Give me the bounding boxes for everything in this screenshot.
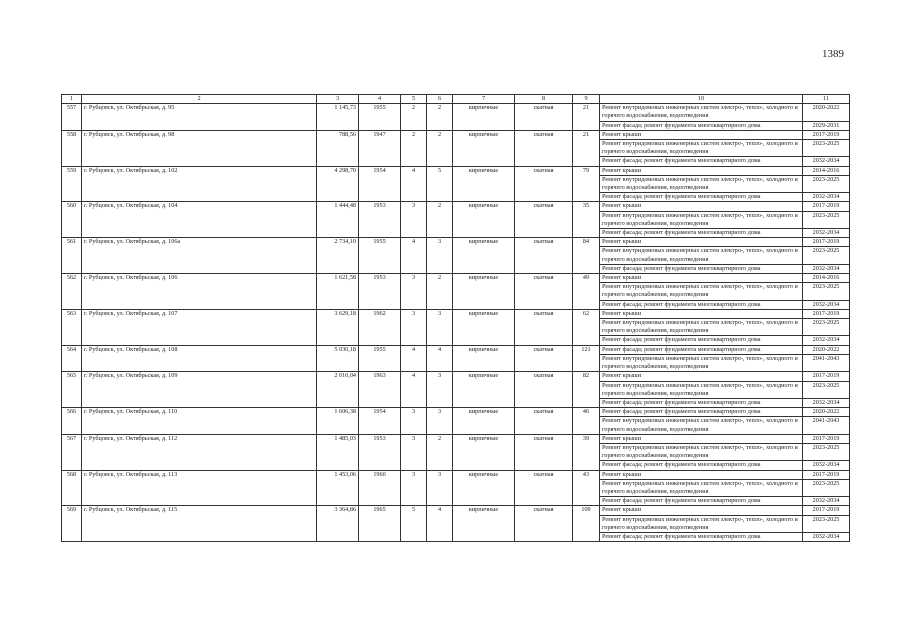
flats-cell: 43 — [573, 470, 600, 506]
table-row — [62, 434, 850, 443]
floors-cell: 2 — [401, 104, 427, 131]
wall-material-cell: кирпичные — [453, 470, 515, 506]
work-type-cell: Ремонт фасада; ремонт фундамента многоквартирного дома — [600, 461, 803, 470]
entrances-cell: 4 — [427, 506, 453, 542]
area-cell: 1 621,58 — [317, 274, 359, 310]
wall-material-cell: кирпичные — [453, 166, 515, 202]
table-row — [62, 166, 850, 175]
column-number-row — [62, 95, 850, 104]
wall-material-cell: кирпичные — [453, 408, 515, 435]
roof-type-cell: скатная — [515, 408, 573, 435]
flats-cell: 109 — [573, 506, 600, 542]
column-header: 8 — [515, 95, 573, 104]
address-cell: г. Рубцовск, ул. Октябрьская, д. 104 — [82, 202, 317, 238]
flats-cell: 82 — [573, 372, 600, 408]
wall-material-cell: кирпичные — [453, 130, 515, 166]
year-cell: 1947 — [359, 130, 401, 166]
work-period-cell: 2032-2034 — [803, 229, 850, 238]
year-cell: 1960 — [359, 470, 401, 506]
work-type-cell: Ремонт крыши — [600, 434, 803, 443]
address-cell: г. Рубцовск, ул. Октябрьская, д. 98 — [82, 130, 317, 166]
work-period-cell: 2017-2019 — [803, 238, 850, 247]
entrances-cell: 3 — [427, 309, 453, 345]
work-type-cell: Ремонт крыши — [600, 506, 803, 515]
floors-cell: 3 — [401, 470, 427, 506]
work-type-cell: Ремонт фасада; ремонт фундамента многоквартирного дома — [600, 193, 803, 202]
row-number: 558 — [62, 130, 82, 166]
year-cell: 1955 — [359, 345, 401, 372]
table-row — [62, 345, 850, 354]
year-cell: 1963 — [359, 372, 401, 408]
wall-material-cell: кирпичные — [453, 274, 515, 310]
work-period-cell: 2032-2034 — [803, 300, 850, 309]
roof-type-cell: скатная — [515, 166, 573, 202]
entrances-cell: 2 — [427, 434, 453, 470]
roof-type-cell: скатная — [515, 202, 573, 238]
work-period-cell: 2041-2043 — [803, 354, 850, 371]
work-type-cell: Ремонт фасада; ремонт фундамента многоквартирного дома — [600, 121, 803, 130]
work-type-cell: Ремонт внутридомовых инженерных систем электро-, тепло-, холодного и горячего водоснабжения, водоотведения — [600, 479, 803, 496]
wall-material-cell: кирпичные — [453, 506, 515, 542]
work-type-cell: Ремонт внутридомовых инженерных систем электро-, тепло-, холодного и горячего водоснабжения, водоотведения — [600, 247, 803, 264]
row-number: 565 — [62, 372, 82, 408]
year-cell: 1955 — [359, 238, 401, 274]
work-type-cell: Ремонт крыши — [600, 372, 803, 381]
wall-material-cell: кирпичные — [453, 104, 515, 131]
flats-cell: 39 — [573, 434, 600, 470]
entrances-cell: 3 — [427, 372, 453, 408]
year-cell: 1965 — [359, 506, 401, 542]
work-period-cell: 2032-2034 — [803, 398, 850, 407]
work-period-cell: 2032-2034 — [803, 264, 850, 273]
floors-cell: 3 — [401, 309, 427, 345]
roof-type-cell: скатная — [515, 274, 573, 310]
work-period-cell: 2032-2034 — [803, 461, 850, 470]
table-row — [62, 130, 850, 139]
address-cell: г. Рубцовск, ул. Октябрьская, д. 108 — [82, 345, 317, 372]
work-period-cell: 2023-2025 — [803, 283, 850, 300]
floors-cell: 3 — [401, 408, 427, 435]
row-number: 564 — [62, 345, 82, 372]
work-type-cell: Ремонт внутридомовых инженерных систем электро-, тепло-, холодного и горячего водоснабжения, водоотведения — [600, 354, 803, 371]
year-cell: 1953 — [359, 202, 401, 238]
work-period-cell: 2023-2025 — [803, 479, 850, 496]
area-cell: 3 629,18 — [317, 309, 359, 345]
column-header: 7 — [453, 95, 515, 104]
work-period-cell: 2017-2019 — [803, 434, 850, 443]
table-row — [62, 274, 850, 283]
table-row — [62, 238, 850, 247]
row-number: 567 — [62, 434, 82, 470]
entrances-cell: 5 — [427, 166, 453, 202]
row-number: 562 — [62, 274, 82, 310]
area-cell: 1 444,48 — [317, 202, 359, 238]
work-period-cell: 2014-2016 — [803, 166, 850, 175]
work-period-cell: 2014-2016 — [803, 274, 850, 283]
work-type-cell: Ремонт фасада; ремонт фундамента многоквартирного дома — [600, 300, 803, 309]
work-type-cell: Ремонт фасада; ремонт фундамента многоквартирного дома — [600, 345, 803, 354]
work-period-cell: 2032-2034 — [803, 157, 850, 166]
work-type-cell: Ремонт внутридомовых инженерных систем электро-, тепло-, холодного и горячего водоснабжения, водоотведения — [600, 140, 803, 157]
work-period-cell: 2023-2025 — [803, 247, 850, 264]
row-number: 561 — [62, 238, 82, 274]
work-period-cell: 2023-2025 — [803, 515, 850, 532]
work-type-cell: Ремонт внутридомовых инженерных систем электро-, тепло-, холодного и горячего водоснабжения, водоотведения — [600, 443, 803, 460]
wall-material-cell: кирпичные — [453, 202, 515, 238]
work-type-cell: Ремонт фасада; ремонт фундамента многоквартирного дома — [600, 532, 803, 541]
area-cell: 1 453,06 — [317, 470, 359, 506]
address-cell: г. Рубцовск, ул. Октябрьская, д. 95 — [82, 104, 317, 131]
work-period-cell: 2017-2019 — [803, 202, 850, 211]
work-period-cell: 2023-2025 — [803, 140, 850, 157]
row-number: 566 — [62, 408, 82, 435]
row-number: 557 — [62, 104, 82, 131]
roof-type-cell: скатная — [515, 238, 573, 274]
work-period-cell: 2023-2025 — [803, 175, 850, 192]
work-type-cell: Ремонт крыши — [600, 202, 803, 211]
column-header: 2 — [82, 95, 317, 104]
work-period-cell: 2029-2031 — [803, 121, 850, 130]
table-row — [62, 202, 850, 211]
area-cell: 2 010,04 — [317, 372, 359, 408]
roof-type-cell: скатная — [515, 470, 573, 506]
work-type-cell: Ремонт крыши — [600, 274, 803, 283]
area-cell: 1 606,38 — [317, 408, 359, 435]
year-cell: 1962 — [359, 309, 401, 345]
work-period-cell: 2020-2022 — [803, 408, 850, 417]
table-row — [62, 309, 850, 318]
column-header: 6 — [427, 95, 453, 104]
table-row — [62, 104, 850, 121]
work-period-cell: 2017-2019 — [803, 309, 850, 318]
roof-type-cell: скатная — [515, 130, 573, 166]
roof-type-cell: скатная — [515, 104, 573, 131]
work-period-cell: 2032-2034 — [803, 336, 850, 345]
flats-cell: 79 — [573, 166, 600, 202]
entrances-cell: 4 — [427, 345, 453, 372]
work-type-cell: Ремонт внутридомовых инженерных систем электро-, тепло-, холодного и горячего водоснабжения, водоотведения — [600, 175, 803, 192]
row-number: 559 — [62, 166, 82, 202]
column-header: 1 — [62, 95, 82, 104]
work-period-cell: 2017-2019 — [803, 506, 850, 515]
floors-cell: 3 — [401, 202, 427, 238]
wall-material-cell: кирпичные — [453, 372, 515, 408]
work-period-cell: 2023-2025 — [803, 319, 850, 336]
work-type-cell: Ремонт фасада; ремонт фундамента многоквартирного дома — [600, 408, 803, 417]
area-cell: 5 030,18 — [317, 345, 359, 372]
area-cell: 788,56 — [317, 130, 359, 166]
year-cell: 1954 — [359, 408, 401, 435]
entrances-cell: 2 — [427, 274, 453, 310]
flats-cell: 121 — [573, 345, 600, 372]
area-cell: 1 485,03 — [317, 434, 359, 470]
wall-material-cell: кирпичные — [453, 345, 515, 372]
floors-cell: 4 — [401, 166, 427, 202]
floors-cell: 3 — [401, 434, 427, 470]
column-header: 3 — [317, 95, 359, 104]
address-cell: г. Рубцовск, ул. Октябрьская, д. 113 — [82, 470, 317, 506]
work-period-cell: 2032-2034 — [803, 497, 850, 506]
table-row — [62, 408, 850, 417]
area-cell: 4 298,70 — [317, 166, 359, 202]
work-type-cell: Ремонт фасада; ремонт фундамента многоквартирного дома — [600, 264, 803, 273]
address-cell: г. Рубцовск, ул. Октябрьская, д. 110 — [82, 408, 317, 435]
area-cell: 1 145,73 — [317, 104, 359, 131]
entrances-cell: 3 — [427, 470, 453, 506]
row-number: 568 — [62, 470, 82, 506]
column-header: 9 — [573, 95, 600, 104]
work-period-cell: 2041-2043 — [803, 417, 850, 434]
roof-type-cell: скатная — [515, 309, 573, 345]
work-period-cell: 2023-2025 — [803, 443, 850, 460]
work-period-cell: 2020-2022 — [803, 345, 850, 354]
floors-cell: 3 — [401, 274, 427, 310]
work-period-cell: 2017-2019 — [803, 470, 850, 479]
floors-cell: 4 — [401, 345, 427, 372]
work-type-cell: Ремонт фасада; ремонт фундамента многоквартирного дома — [600, 497, 803, 506]
flats-cell: 21 — [573, 104, 600, 131]
flats-cell: 35 — [573, 202, 600, 238]
address-cell: г. Рубцовск, ул. Октябрьская, д. 107 — [82, 309, 317, 345]
floors-cell: 4 — [401, 372, 427, 408]
address-cell: г. Рубцовск, ул. Октябрьская, д. 106а — [82, 238, 317, 274]
work-type-cell: Ремонт внутридомовых инженерных систем электро-, тепло-, холодного и горячего водоснабжения, водоотведения — [600, 381, 803, 398]
address-cell: г. Рубцовск, ул. Октябрьская, д. 106 — [82, 274, 317, 310]
year-cell: 1954 — [359, 166, 401, 202]
table-row — [62, 470, 850, 479]
entrances-cell: 3 — [427, 238, 453, 274]
address-cell: г. Рубцовск, ул. Октябрьская, д. 102 — [82, 166, 317, 202]
work-type-cell: Ремонт фасада; ремонт фундамента многоквартирного дома — [600, 157, 803, 166]
wall-material-cell: кирпичные — [453, 309, 515, 345]
work-period-cell: 2032-2034 — [803, 532, 850, 541]
year-cell: 1955 — [359, 104, 401, 131]
flats-cell: 46 — [573, 408, 600, 435]
roof-type-cell: скатная — [515, 434, 573, 470]
work-type-cell: Ремонт внутридомовых инженерных систем электро-, тепло-, холодного и горячего водоснабжения, водоотведения — [600, 417, 803, 434]
row-number: 563 — [62, 309, 82, 345]
row-number: 560 — [62, 202, 82, 238]
work-type-cell: Ремонт крыши — [600, 238, 803, 247]
work-period-cell: 2023-2025 — [803, 381, 850, 398]
entrances-cell: 2 — [427, 104, 453, 131]
wall-material-cell: кирпичные — [453, 238, 515, 274]
work-type-cell: Ремонт крыши — [600, 166, 803, 175]
area-cell: 3 364,86 — [317, 506, 359, 542]
column-header: 11 — [803, 95, 850, 104]
work-type-cell: Ремонт фасада; ремонт фундамента многоквартирного дома — [600, 336, 803, 345]
address-cell: г. Рубцовск, ул. Октябрьская, д. 109 — [82, 372, 317, 408]
work-type-cell: Ремонт внутридомовых инженерных систем электро-, тепло-, холодного и горячего водоснабжения, водоотведения — [600, 211, 803, 228]
flats-cell: 21 — [573, 130, 600, 166]
roof-type-cell: скатная — [515, 506, 573, 542]
work-period-cell: 2023-2025 — [803, 211, 850, 228]
year-cell: 1953 — [359, 274, 401, 310]
work-type-cell: Ремонт внутридомовых инженерных систем электро-, тепло-, холодного и горячего водоснабжения, водоотведения — [600, 515, 803, 532]
wall-material-cell: кирпичные — [453, 434, 515, 470]
area-cell: 2 734,10 — [317, 238, 359, 274]
work-type-cell: Ремонт внутридомовых инженерных систем электро-, тепло-, холодного и горячего водоснабжения, водоотведения — [600, 104, 803, 121]
register-table — [61, 94, 850, 542]
column-header: 10 — [600, 95, 803, 104]
roof-type-cell: скатная — [515, 345, 573, 372]
work-type-cell: Ремонт фасада; ремонт фундамента многоквартирного дома — [600, 398, 803, 407]
work-period-cell: 2032-2034 — [803, 193, 850, 202]
work-type-cell: Ремонт внутридомовых инженерных систем электро-, тепло-, холодного и горячего водоснабжения, водоотведения — [600, 319, 803, 336]
floors-cell: 2 — [401, 130, 427, 166]
entrances-cell: 2 — [427, 130, 453, 166]
row-number: 569 — [62, 506, 82, 542]
year-cell: 1953 — [359, 434, 401, 470]
work-period-cell: 2020-2022 — [803, 104, 850, 121]
page-number: 1389 — [822, 48, 844, 60]
address-cell: г. Рубцовск, ул. Октябрьская, д. 112 — [82, 434, 317, 470]
entrances-cell: 2 — [427, 202, 453, 238]
flats-cell: 62 — [573, 309, 600, 345]
work-type-cell: Ремонт крыши — [600, 130, 803, 139]
entrances-cell: 3 — [427, 408, 453, 435]
column-header: 4 — [359, 95, 401, 104]
address-cell: г. Рубцовск, ул. Октябрьская, д. 115 — [82, 506, 317, 542]
flats-cell: 84 — [573, 238, 600, 274]
work-period-cell: 2017-2019 — [803, 130, 850, 139]
column-header: 5 — [401, 95, 427, 104]
work-type-cell: Ремонт фасада; ремонт фундамента многоквартирного дома — [600, 229, 803, 238]
floors-cell: 4 — [401, 238, 427, 274]
work-type-cell: Ремонт внутридомовых инженерных систем электро-, тепло-, холодного и горячего водоснабжения, водоотведения — [600, 283, 803, 300]
table-body — [62, 104, 850, 542]
floors-cell: 5 — [401, 506, 427, 542]
flats-cell: 49 — [573, 274, 600, 310]
work-period-cell: 2017-2019 — [803, 372, 850, 381]
table-row — [62, 506, 850, 515]
work-type-cell: Ремонт крыши — [600, 470, 803, 479]
work-type-cell: Ремонт крыши — [600, 309, 803, 318]
table-row — [62, 372, 850, 381]
roof-type-cell: скатная — [515, 372, 573, 408]
